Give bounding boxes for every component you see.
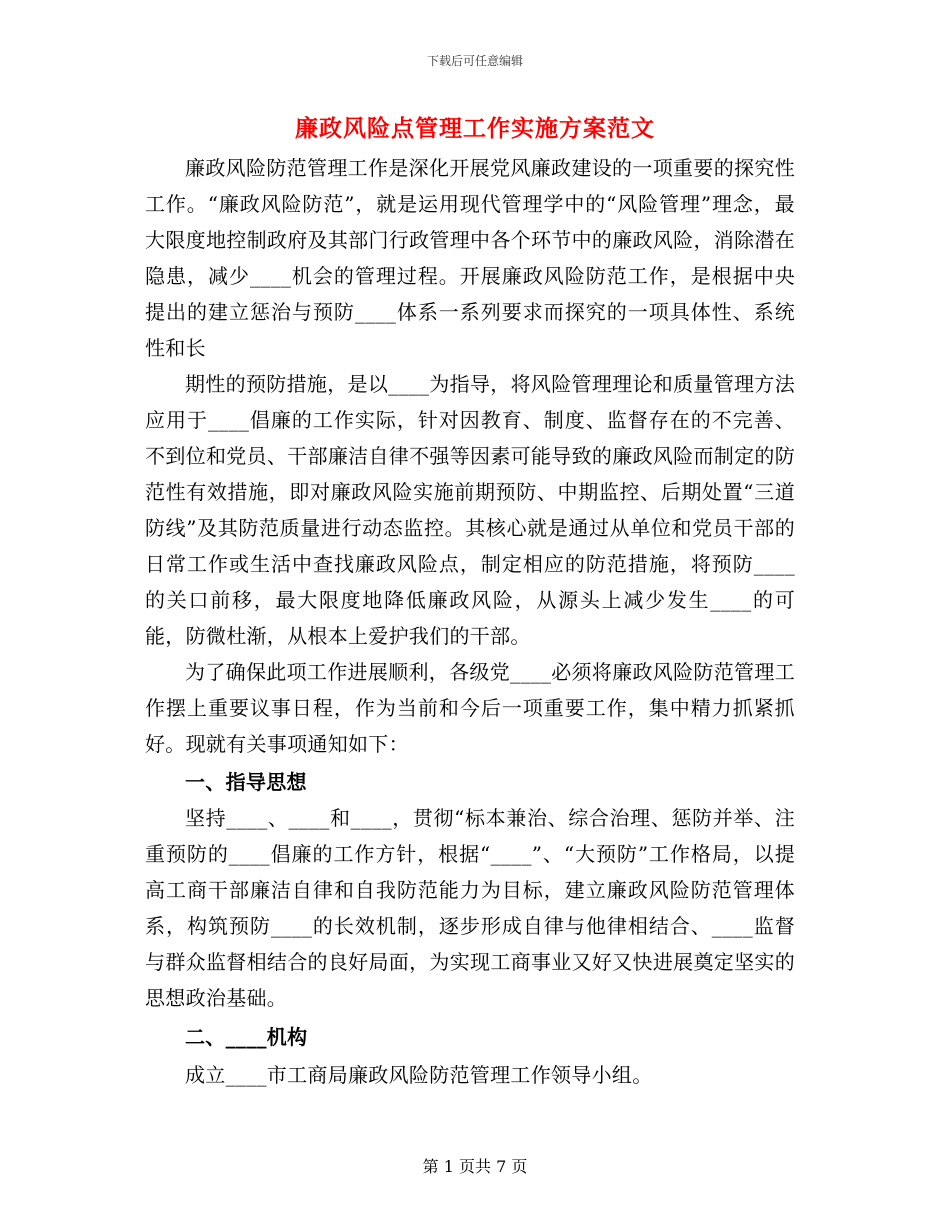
paragraph-organization: 成立____市工商局廉政风险防范管理工作领导小组。 xyxy=(185,1063,653,1087)
paragraph-3: 为了确保此项工作进展顺利，各级党____必须将廉政风险防范管理工作摆上重要议事日程，作为当前和今后一项重要工作，集中精力抓紧抓好。现就有关事项通知如下： xyxy=(145,660,795,756)
section-heading-guiding-ideology: 一、指导思想 xyxy=(185,770,307,794)
paragraph-guiding-ideology: 坚持____、____和____，贯彻“标本兼治、综合治理、惩防并举、注重预防的____倡廉的工作方针，根据“____”、“大预防”工作格局，以提高工商干部廉洁自律和自我防范能力为目标，建立廉政风险防范管理体系，构筑预防____的长效机制，逐步形成自律与他律相结合、____监督与群众监督相结合的良好局面，为实现工商事业又好又快进展奠定坚实的思想政治基础。 xyxy=(145,806,795,1010)
paragraph-1: 廉政风险防范管理工作是深化开展党风廉政建设的一项重要的探究性工作。“廉政风险防范”，就是运用现代管理学中的“风险管理”理念，最大限度地控制政府及其部门行政管理中各个环节中的廉政风险，消除潜在隐患，减少____机会的管理过程。开展廉政风险防范工作，是根据中央提出的建立惩治与预防____体系一系列要求而探究的一项具体性、系统性和长 xyxy=(145,156,795,360)
document-body xyxy=(145,150,795,1093)
document-title: 廉政风险点管理工作实施方案范文 xyxy=(295,115,655,142)
section-heading-organization: 二、____机构 xyxy=(185,1025,308,1049)
paragraph-2: 期性的预防措施，是以____为指导，将风险管理理论和质量管理方法应用于____倡廉的工作实际，针对因教育、制度、监督存在的不完善、不到位和党员、干部廉洁自律不强等因素可能导致的廉政风险而制定的防范性有效措施，即对廉政风险实施前期预防、中期监控、后期处置“三道防线”及其防范质量进行动态监控。其核心就是通过从单位和党员干部的日常工作或生活中查找廉政风险点，制定相应的防范措施，将预防____的关口前移，最大限度地降低廉政风险，从源头上减少发生____的可能，防微杜渐，从根本上爱护我们的干部。 xyxy=(145,372,795,648)
header-note: 下载后可任意编辑 xyxy=(426,54,523,68)
page-number: 第 1 页共 7 页 xyxy=(422,1157,528,1176)
